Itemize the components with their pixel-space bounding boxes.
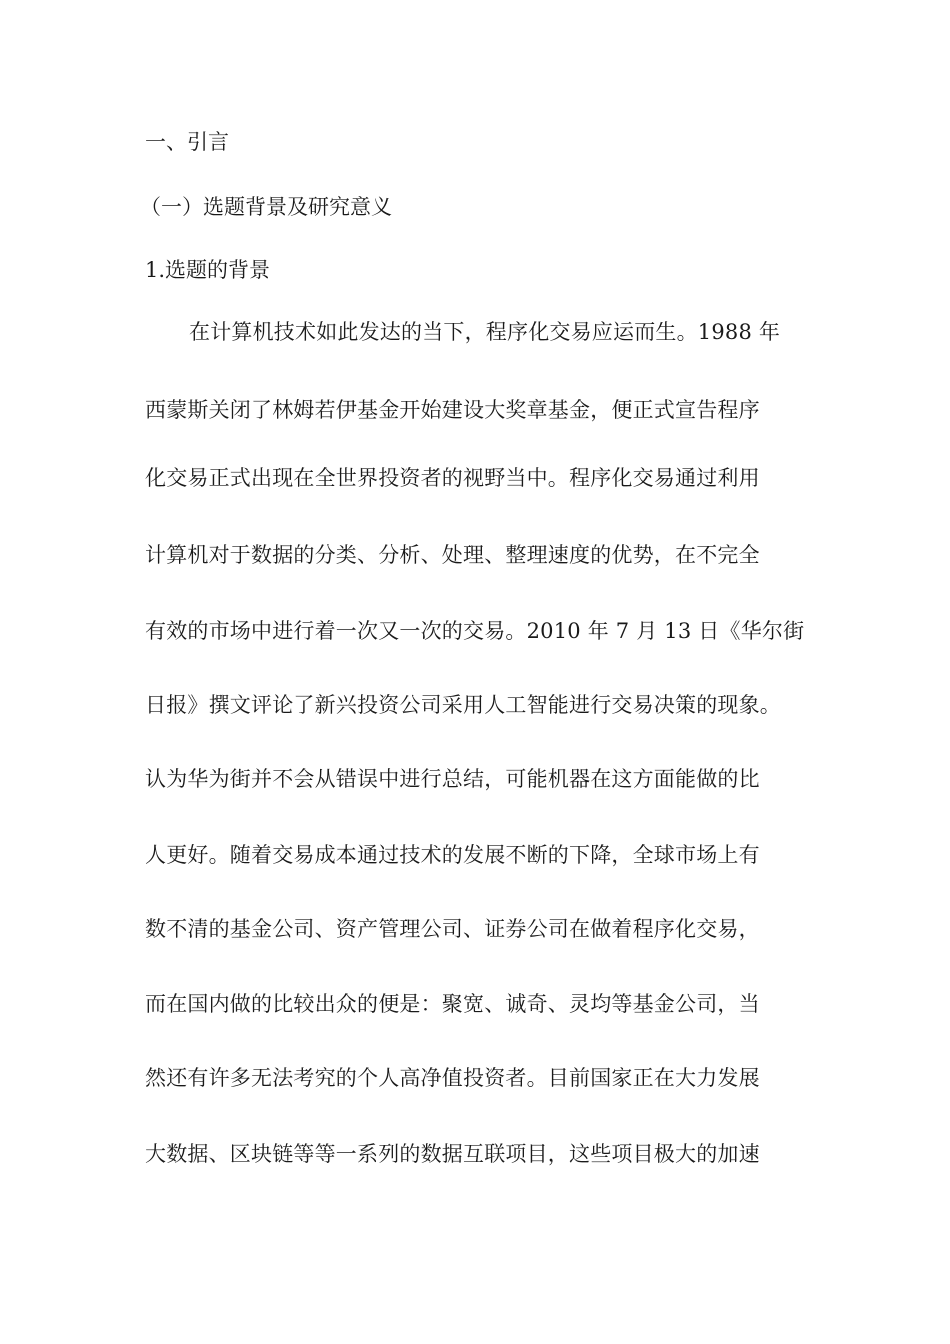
paragraph-line: 在计算机技术如此发达的当下，程序化交易应运而生。1988 年 xyxy=(189,320,781,344)
paragraph-line: 日报》撰文评论了新兴投资公司采用人工智能进行交易决策的现象。 xyxy=(145,693,781,717)
paragraph-line: 人更好。随着交易成本通过技术的发展不断的下降，全球市场上有 xyxy=(145,843,760,867)
paragraph-line: 西蒙斯关闭了林姆若伊基金开始建设大奖章基金，便正式宣告程序 xyxy=(145,398,760,422)
paragraph-line: 有效的市场中进行着一次又一次的交易。2010 年 7 月 13 日《华尔街 xyxy=(145,619,805,643)
paragraph-line: 计算机对于数据的分类、分析、处理、整理速度的优势，在不完全 xyxy=(145,543,760,567)
paragraph-line: 认为华为街并不会从错误中进行总结，可能机器在这方面能做的比 xyxy=(145,767,760,791)
paragraph-line: 化交易正式出现在全世界投资者的视野当中。程序化交易通过利用 xyxy=(145,466,760,490)
paragraph-line: 大数据、区块链等等一系列的数据互联项目，这些项目极大的加速 xyxy=(145,1142,760,1166)
subsection-heading: （一）选题背景及研究意义 xyxy=(140,195,392,219)
paragraph-line: 而在国内做的比较出众的便是：聚宽、诚奇、灵均等基金公司，当 xyxy=(145,992,760,1016)
paragraph-line: 数不清的基金公司、资产管理公司、证券公司在做着程序化交易， xyxy=(145,917,760,941)
subsubsection-heading: 1.选题的背景 xyxy=(145,258,271,282)
section-heading: 一、引言 xyxy=(145,130,229,154)
paragraph-line: 然还有许多无法考究的个人高净值投资者。目前国家正在大力发展 xyxy=(145,1066,760,1090)
